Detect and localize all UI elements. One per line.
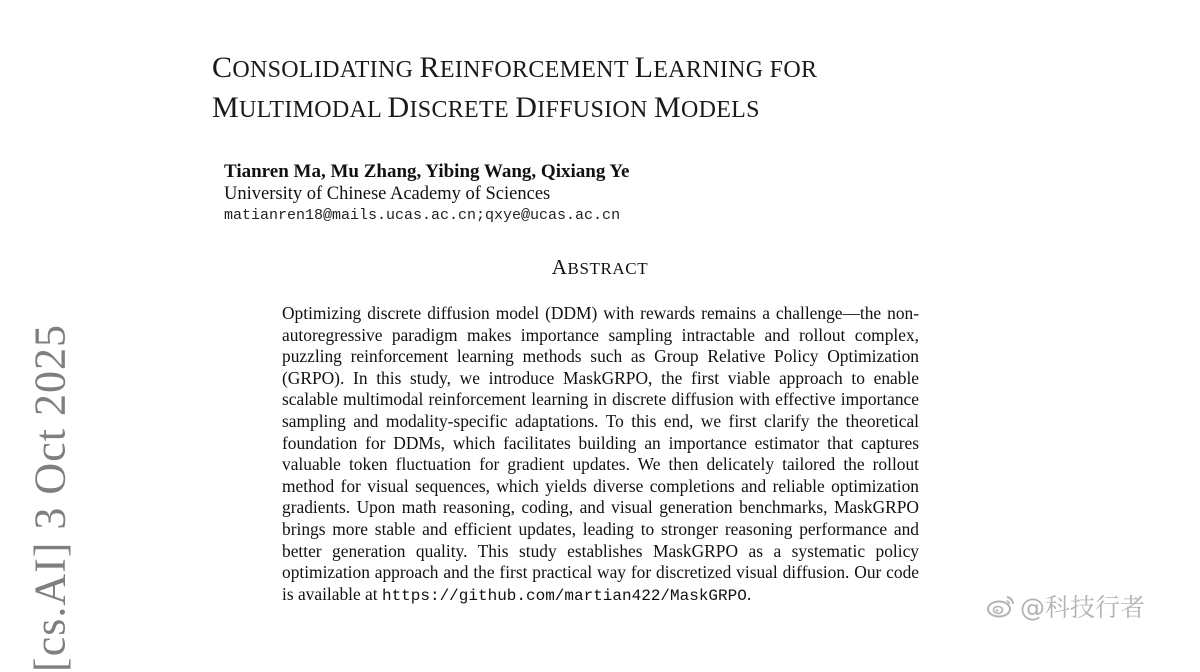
author-list: Tianren Ma, Mu Zhang, Yibing Wang, Qixiang Ye [224,161,630,182]
arxiv-side-stamp: [cs.AI] 3 Oct 2025 [25,324,75,672]
abstract-heading: ABSTRACT [551,255,649,279]
paper-title [212,49,1072,129]
abstract-text: Optimizing discrete diffusion model (DDM) with rewards remains a challenge—the non-autoregressive paradigm makes importance sampling intractable and rollout complex, puzzling reinforcement learning methods such as Group Relative Policy Optimization (GRPO). In this study, we introduce MaskGRPO, the first viable approach to enable scalable multimodal reinforcement learning in discrete diffusion with effective importance sampling and modality-specific adaptations. To this end, we first clarify the theoretical foundation for DDMs, which facilitates building an importance estimator that captures valuable token fluctuation for gradient updates. We then delicately tailored the rollout method for visual sequences, which yields diverse completions and reliable optimization gradients. Upon math reasoning, coding, and visual generation benchmarks, MaskGRPO brings more stable and efficient updates, leading to stronger reasoning performance and better generation quality. This study establishes MaskGRPO as a systematic policy optimization approach and the first practical way for discretized visual diffusion. Our code is available at [282,303,919,604]
affiliation: University of Chinese Academy of Sciences [224,184,551,204]
watermark-text: @科技行者 [1020,593,1146,622]
code-url-link[interactable]: https://github.com/martian422/MaskGRPO [381,586,747,605]
weibo-logo-icon [986,593,1016,619]
paper-title-line-2: MULTIMODAL DISCRETE DIFFUSION MODELS [212,91,760,124]
abstract-body [282,303,919,607]
paper-title-line-1: CONSOLIDATING REINFORCEMENT LEARNING FOR [212,51,818,84]
abstract-end: . [746,583,752,604]
author-emails[interactable]: matianren18@mails.ucas.ac.cn;qxye@ucas.ac.cn [224,207,621,224]
source-watermark [986,588,1145,624]
